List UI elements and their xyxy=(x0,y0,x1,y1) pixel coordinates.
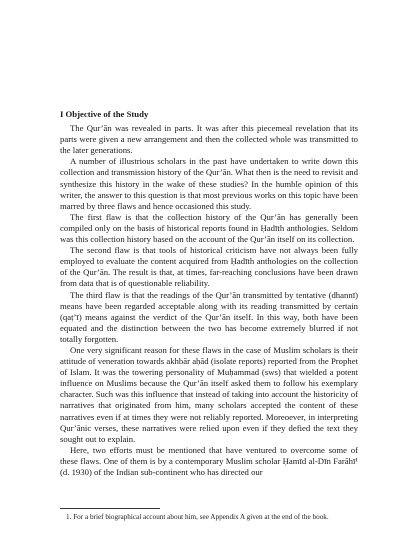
paragraph-5: The third flaw is that the readings of the Qur’ān transmitted by tentative (dhannī) means have been regarded acceptable along with its reading transmitted by certain (qaṭ’ī) means against the verdict of the Qur’ān itself. In this way, both have been equated and the distinction between the two has become extremely blurred if not totally forgotten. xyxy=(60,289,358,344)
paragraph-7: Here, two efforts must be mentioned that have ventured to overcome some of these flaws. One of them is by a contemporary Muslim scholar Ḥamīd al-Dīn Farāhī¹ (d. 1930) of the Indian sub-continent who has directed our xyxy=(60,444,358,477)
paragraph-6: One very significant reason for these flaws in the case of Muslim scholars is their attitude of veneration towards akhbār aḥād (isolate reports) reported from the Prophet of Islam. It was the towering personality of Muḥammad (sws) that wielded a potent influence on Muslims because the Qur’ān itself asked them to follow his exemplary character. Such was this influence that instead of taking into account the historicity of narratives that originated from him, many scholars accepted the content of these narratives even if at times they were not reliably reported. Moreoever, in interpreting Qur’ānic verses, these narratives were relied upon even if they defied the text they sought out to explain. xyxy=(60,344,358,444)
section-heading: I Objective of the Study xyxy=(60,109,149,119)
footnote-separator xyxy=(60,508,160,509)
paragraph-4: The second flaw is that tools of historical criticism have not always been fully employed to evaluate the content acquired from Ḥadīth anthologies on the collection of the Qur’ān. The result is that, at times, far-reaching conclusions have been drawn from data that is of questionable reliability. xyxy=(60,245,358,289)
paragraph-2: A number of illustrious scholars in the past have undertaken to write down this collection and transmission history of the Qur’ān. What then is the need to revisit and synthesize this history in the wake of these studies? In the humble opinion of this writer, the answer to this question is that most previous works on this topic have been marred by three flaws and hence occasioned this study. xyxy=(60,156,358,211)
paragraph-1: The Qur’ān was revealed in parts. It was after this piecemeal revelation that its parts were given a new arrangement and then the collected whole was transmitted to the later generations. xyxy=(60,123,358,156)
paragraph-3: The first flaw is that the collection history of the Qur’ān has generally been compiled only on the basis of historical reports found in Ḥadīth anthologies. Seldom was this collection history based on the account of the Qur’ān itself on its collection. xyxy=(60,211,358,245)
footnote: 1. For a brief biographical account about him, see Appendix A given at the end of the book. xyxy=(66,513,329,521)
main-text xyxy=(60,109,358,478)
